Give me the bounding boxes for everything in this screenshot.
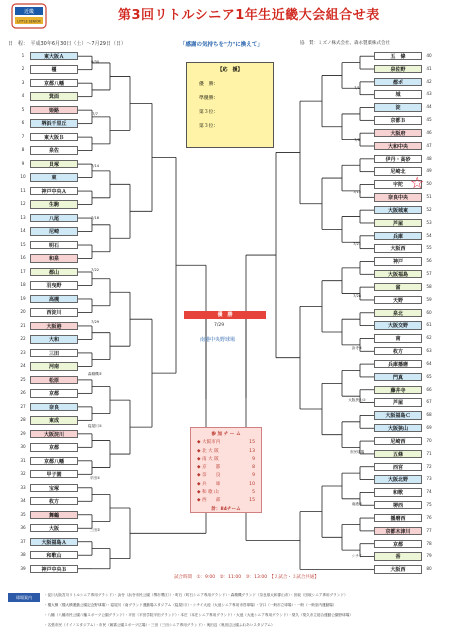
final-label: 優 勝: [184, 311, 266, 319]
team-number: 16: [20, 255, 26, 261]
stats-value: 15: [249, 440, 255, 446]
team-box: 宝塚: [30, 484, 78, 492]
team-number: 10: [20, 174, 26, 180]
team-box: 神戸中央Ａ: [30, 187, 78, 195]
team-number: 56: [426, 258, 432, 264]
team-box: 兵庫播磨: [374, 360, 422, 368]
team-box: 大阪西: [374, 565, 422, 573]
team-box: 大阪: [30, 524, 78, 532]
team-number: 8: [21, 147, 25, 153]
team-number: 62: [426, 335, 432, 341]
match-note: 7/14: [90, 164, 100, 168]
team-box: 尼崎北: [374, 167, 422, 175]
team-number: 15: [20, 241, 26, 247]
team-number: 31: [20, 457, 26, 463]
team-number: 73: [426, 476, 432, 482]
stats-row: [197, 464, 255, 472]
team-number: 35: [20, 511, 26, 517]
team-number: 42: [426, 78, 432, 84]
match-note: 7/28: [352, 294, 362, 298]
team-number: 61: [426, 322, 432, 328]
team-number: 66: [426, 386, 432, 392]
team-number: 5: [21, 106, 25, 112]
team-number: 49: [426, 168, 432, 174]
team-box: 京都八幡: [30, 79, 78, 87]
team-number: 33: [20, 484, 26, 490]
match-note: 南港②: [351, 502, 363, 506]
team-number: 58: [426, 283, 432, 289]
cheer-line-runner-up: 準優勝：: [199, 96, 219, 101]
team-number: 41: [426, 65, 432, 71]
team-number: 32: [20, 471, 26, 477]
team-number: 54: [426, 232, 432, 238]
team-number: 43: [426, 91, 432, 97]
team-box: 京都: [30, 443, 78, 451]
team-number: 24: [20, 363, 26, 369]
team-number: 72: [426, 463, 432, 469]
team-number: 78: [426, 540, 432, 546]
match-note: 7/21: [352, 242, 362, 246]
stats-row: [197, 472, 255, 480]
team-box: 和歌: [374, 488, 422, 496]
team-box: 大阪府: [374, 129, 422, 137]
team-box: 神戸中央Ｂ: [30, 565, 78, 573]
team-box: 京都木津川: [374, 527, 422, 535]
team-box: 西淀川: [30, 308, 78, 316]
team-box: 奈良: [30, 403, 78, 411]
match-note: 7/7: [92, 112, 98, 116]
team-number: 3: [21, 79, 25, 85]
team-box: 大阪城東: [374, 206, 422, 214]
team-box: 大阪港: [30, 322, 78, 330]
team-box: 城: [374, 90, 422, 98]
match-note: 三田②: [89, 528, 101, 532]
team-box: 河南: [30, 362, 78, 370]
team-number: 57: [426, 271, 432, 277]
team-box: 泉北: [374, 309, 422, 317]
match-note: 6/30: [90, 60, 100, 64]
team-box: 大阪交野: [374, 321, 422, 329]
team-number: 37: [20, 538, 26, 544]
team-box: 泉佐: [30, 146, 78, 154]
team-box: 藤井寺: [374, 386, 422, 394]
venue-guide-line: ・名張市民（イイノスタジアム）・市民（朝霧公園スポーツ広場）・三田（三田シニア専用グランド）・奥田辺（奥田辺公園ふれあいスタジアム）: [44, 623, 275, 627]
team-box: 大阪西: [374, 244, 422, 252]
team-box: 高槻: [30, 295, 78, 303]
stats-value: 8: [252, 465, 255, 471]
sponsor-text: 協 賛：ミズノ株式会社、森永製菓株式会社: [300, 41, 390, 46]
stats-row: [197, 456, 255, 464]
team-box: 南: [374, 334, 422, 342]
cheer-title: 【応 援】: [217, 67, 243, 73]
team-number: 30: [20, 444, 26, 450]
team-box: 橿: [30, 65, 78, 73]
match-note: 大阪狭山①: [348, 398, 366, 402]
team-number: 50: [426, 181, 432, 187]
stats-row: [197, 448, 255, 456]
team-number: 39: [20, 565, 26, 571]
team-box: 門真: [374, 373, 422, 381]
team-number: 4: [21, 93, 25, 99]
team-number: 40: [426, 53, 432, 58]
slogan: 「感謝の気持ちを"力"に換えて」: [180, 42, 263, 48]
team-box: 淀: [374, 103, 422, 111]
team-box: 東大阪Ａ: [30, 52, 78, 60]
match-note: シチイ: [351, 554, 363, 558]
team-number: 12: [20, 201, 26, 207]
team-box: 尼崎西: [374, 437, 422, 445]
match-note: 7/29: [90, 320, 100, 324]
team-box: 大和中央: [374, 142, 422, 150]
team-box: 大阪淀川: [30, 430, 78, 438]
team-number: 17: [20, 268, 26, 274]
match-note: 7/1: [354, 86, 360, 90]
team-number: 44: [426, 104, 432, 110]
team-number: 77: [426, 527, 432, 533]
stats-total: 計：84チーム: [211, 506, 241, 512]
stats-row: [197, 497, 255, 505]
team-box: 大阪狭山: [374, 424, 422, 432]
match-note: 平田①: [89, 476, 101, 480]
team-number: 70: [426, 437, 432, 443]
team-box: 大阪福島Ｃ: [374, 411, 422, 419]
team-box: 和泉: [30, 254, 78, 262]
team-number: 76: [426, 514, 432, 520]
team-number: 69: [426, 425, 432, 431]
team-box: 箕面: [30, 92, 78, 100]
team-box: 甲子園: [30, 470, 78, 478]
team-box: 大阪福島: [374, 270, 422, 278]
team-number: 36: [20, 525, 26, 531]
team-box: 京都: [30, 389, 78, 397]
cheer-line-champion: 優 勝：: [199, 82, 219, 87]
stats-row: [197, 439, 255, 447]
venue-guide-line: ・淀川大阪宮川リトルシニア専用グランド）・浜寺（浜寺市民公園（堺市堺区））・町石（町石シニア専用グランド）・森精機グランド（奈良県大和郡山市）・田坂（田坂シニア専用グランド）: [44, 593, 348, 597]
cheer-line-third-2: 第３位：: [199, 124, 219, 129]
svg-text:LITTLE SENIOR: LITTLE SENIOR: [17, 19, 41, 24]
team-number: 26: [20, 390, 26, 396]
team-number: 13: [20, 214, 26, 220]
team-number: 25: [20, 376, 26, 382]
stats-value: 10: [249, 481, 255, 487]
stats-row: [197, 489, 255, 497]
team-box: 大阪北野: [374, 475, 422, 483]
venue-guide-line: ・橿大横（橿大横運動公園記念野球場）・寝屋川（南グランド運動場スタジアム（寝屋川））・シチイ大池（大池シニア専用市営球場）・守口（一般市立球場）・一般（一般室内運動場）: [44, 603, 337, 607]
stats-value: 13: [249, 448, 255, 454]
team-number: 46: [426, 129, 432, 135]
team-box: 兵庫: [374, 232, 422, 240]
schedule-dates: 日 程： 平成30年6月30日（土）～7月29日（日）: [8, 41, 126, 47]
team-number: 20: [20, 309, 26, 315]
team-box: 明石: [30, 241, 78, 249]
team-box: 伊丹・高砂: [374, 155, 422, 163]
match-note: 森精機②: [87, 372, 102, 376]
team-box: 西宮: [374, 463, 422, 471]
match-note: 7/22: [90, 268, 100, 272]
stats-row: [197, 481, 255, 489]
team-number: 67: [426, 399, 432, 405]
match-note: 7/8: [354, 138, 360, 142]
team-number: 60: [426, 309, 432, 315]
team-number: 48: [426, 155, 432, 161]
cheer-line-third-1: 第３位：: [199, 110, 219, 115]
team-box: 京都Ｂ: [374, 116, 422, 124]
star-icon: ☆: [410, 173, 425, 192]
svg-text:近畿: 近畿: [23, 9, 35, 15]
team-number: 63: [426, 348, 432, 354]
team-number: 1: [21, 53, 25, 58]
team-number: 28: [20, 417, 26, 423]
final-venue: 南港中央野球場: [200, 337, 236, 343]
team-number: 51: [426, 194, 432, 200]
team-box: 芦屋: [374, 398, 422, 406]
stats-label: ◆ 大阪市内: [197, 440, 221, 446]
team-box: 堺西: [374, 501, 422, 509]
team-number: 21: [20, 322, 26, 328]
match-note: 浜寺①: [351, 346, 363, 350]
final-date: 7/29: [214, 323, 225, 328]
team-box: 東大阪Ｂ: [30, 133, 78, 141]
game-times: 試合時間 ①：9:00 ②：11:00 ③：13:00 【２試合・３試合共通】: [174, 575, 319, 580]
team-number: 59: [426, 296, 432, 302]
team-number: 23: [20, 349, 26, 355]
venue-guide-line: ・八幡（八幡市民公園八幡スポーツ公園グランド）・平田（平田学院平田グランド）・本庄（本庄シニア専用グランド）・大池（大池シニア専用グランド）・梨久（梨久市立総合運動公園野球場）: [44, 613, 353, 617]
team-number: 2: [21, 66, 25, 72]
team-number: 75: [426, 502, 432, 508]
team-box: 松原: [30, 376, 78, 384]
team-box: 堺浜千里丘: [30, 119, 78, 127]
team-box: 枚方: [30, 497, 78, 505]
team-number: 19: [20, 295, 26, 301]
team-box: 京都八幡: [30, 457, 78, 465]
team-box: 東成: [30, 416, 78, 424]
stats-label: ◆ 北 大 阪: [197, 448, 219, 454]
team-box: 泉佐野: [374, 65, 422, 73]
team-number: 74: [426, 489, 432, 495]
stats-title: 参 加 チ ー ム: [211, 432, 241, 437]
match-note: 市民球場: [349, 450, 365, 454]
team-box: 貝塚: [30, 160, 78, 168]
team-number: 71: [426, 450, 432, 456]
team-box: 五 條: [374, 52, 422, 60]
team-box: 和歌山: [30, 551, 78, 559]
team-box: 芦屋: [374, 219, 422, 227]
team-box: 宇陀: [374, 180, 422, 188]
team-number: 80: [426, 566, 432, 572]
page-title: 第3回リトルシニア1年生近畿大会組合せ表: [118, 8, 380, 23]
team-box: 舞鶴: [30, 511, 78, 519]
stats-value: 5: [252, 490, 255, 496]
team-box: 羽曳野: [30, 281, 78, 289]
team-box: 五條: [374, 450, 422, 458]
match-note: 寝屋川①: [87, 424, 102, 428]
match-note: 7/16: [90, 216, 100, 220]
team-box: 八尾: [30, 214, 78, 222]
team-number: 9: [21, 160, 25, 166]
team-box: 奈良中央: [374, 193, 422, 201]
team-box: 都ポ: [374, 78, 422, 86]
team-number: 64: [426, 360, 432, 366]
team-box: 天野: [374, 296, 422, 304]
team-box: 大和: [30, 335, 78, 343]
stats-value: 9: [252, 473, 255, 479]
team-number: 45: [426, 117, 432, 123]
team-box: 三田: [30, 349, 78, 357]
team-box: 枚方: [374, 347, 422, 355]
team-box: 姫路: [30, 106, 78, 114]
stats-label: ◆ 南 大 阪: [197, 456, 219, 462]
team-number: 53: [426, 219, 432, 225]
match-note: 7/15: [352, 190, 362, 194]
stats-label: ◆ 兵 庫: [197, 481, 221, 487]
team-box: 東: [30, 173, 78, 181]
team-number: 11: [20, 187, 26, 193]
team-number: 29: [20, 430, 26, 436]
team-number: 22: [20, 336, 26, 342]
stats-value: 15: [249, 498, 255, 504]
team-number: 27: [20, 403, 26, 409]
team-number: 52: [426, 206, 432, 212]
team-box: 大阪福島Ａ: [30, 538, 78, 546]
team-number: 55: [426, 245, 432, 251]
team-box: 生駒: [30, 200, 78, 208]
venue-guide-label: 球場案内: [8, 593, 40, 602]
team-box: 香: [374, 552, 422, 560]
team-number: 34: [20, 498, 26, 504]
stats-label: ◆ 京 都: [197, 465, 221, 471]
team-box: 播磨西: [374, 514, 422, 522]
team-number: 38: [20, 552, 26, 558]
team-number: 14: [20, 228, 26, 234]
team-number: 68: [426, 412, 432, 418]
stats-label: ◆ 和 歌 山: [197, 490, 219, 496]
stats-label: ◆ 奈 良: [197, 473, 221, 479]
team-number: 7: [21, 133, 25, 139]
cheer-box: [186, 62, 274, 148]
participant-stats: [190, 427, 262, 513]
stats-label: ◆ 西 部: [197, 498, 221, 504]
team-box: 神戸: [374, 257, 422, 265]
team-number: 79: [426, 553, 432, 559]
team-box: 都山: [30, 268, 78, 276]
team-number: 65: [426, 373, 432, 379]
team-box: 富: [374, 283, 422, 291]
team-box: 尼崎: [30, 227, 78, 235]
stats-value: 9: [252, 456, 255, 462]
team-number: 18: [20, 282, 26, 288]
team-box: 京都: [374, 540, 422, 548]
team-number: 6: [21, 120, 25, 126]
team-number: 47: [426, 142, 432, 148]
